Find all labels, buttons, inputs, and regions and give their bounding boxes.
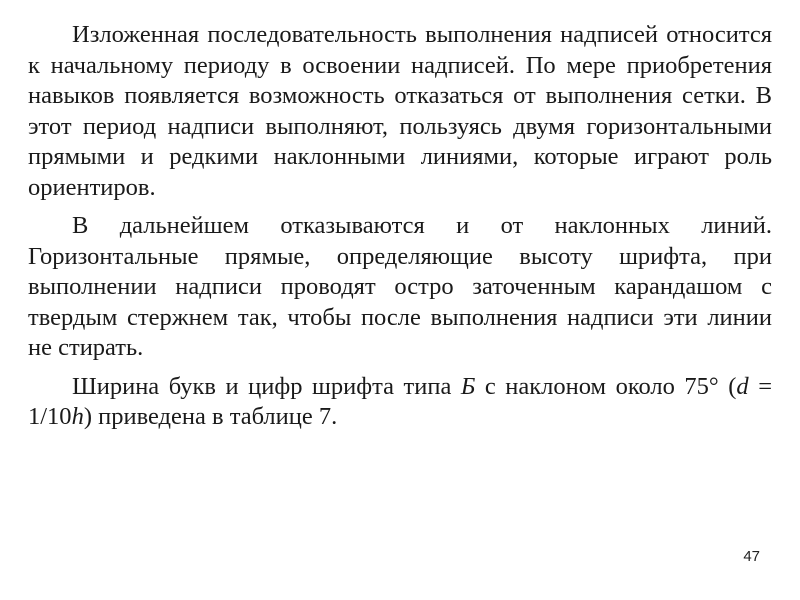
paragraph-3-part-4: ) приведена в таблице 7. xyxy=(83,403,338,430)
paragraph-2: В дальнейшем отказываются и от наклонных линий. Горизонтальные прямые, определяющие высоту шрифта, при выполнении надписи проводят остро заточенным карандашом с твердым стержнем так, чтобы после выполнения надписи эти линии не стирать. xyxy=(28,212,772,361)
text-body xyxy=(28,20,772,441)
page-number: 47 xyxy=(743,548,760,565)
paragraph-3-part-2: с наклоном около 75° ( xyxy=(475,372,737,400)
variable-d: d xyxy=(736,372,749,400)
paragraph-3 xyxy=(28,372,772,433)
variable-h: h xyxy=(71,403,84,430)
paragraph-1: Изложенная последовательность выполнения надписей относится к начальному периоду в освоении надписей. По мере приобретения навыков появляется возможность отказаться от выполнения сетки. В этот период надписи выполняют, пользуясь двумя горизонтальными прямыми и редкими наклонными линиями, которые играют роль ориентиров. xyxy=(28,21,772,201)
font-type-letter: Б xyxy=(460,372,476,400)
paragraph-3-part-3: = 1/10 xyxy=(28,372,773,430)
paragraph-3-part-1: Ширина букв и цифр шрифта типа xyxy=(72,372,461,400)
